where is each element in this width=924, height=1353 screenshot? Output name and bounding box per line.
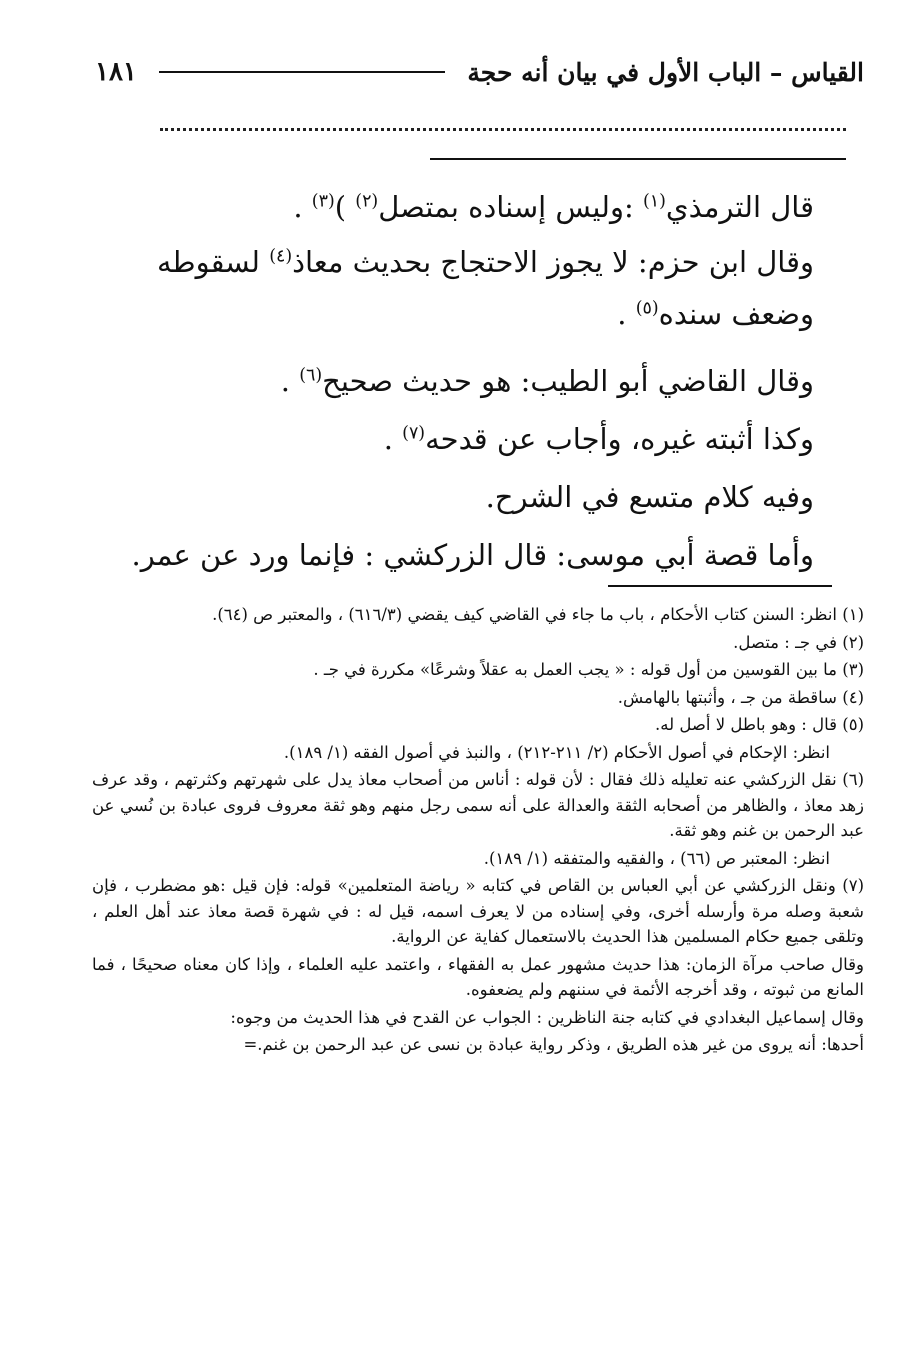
footnote-ref[interactable]: (١) — [642, 191, 666, 212]
footnote-7-continued: وقال صاحب مرآة الزمان: هذا حديث مشهور عمل به الفقهاء ، واعتمد عليه العلماء ، وإذا كان معناه صحيحًا ، فما المانع من ثبوته ، وقد أخرجه الأئمة في سننهم ولم يضعفوه. — [92, 954, 864, 999]
running-header — [95, 50, 864, 94]
footnote-1: (١) انظر: السنن كتاب الأحكام ، باب ما جاء في القاضي كيف يقضي (٦١٦/٣) ، والمعتبر ص (٦٤). — [212, 605, 864, 624]
footnotes — [92, 602, 864, 1060]
footnote-4: (٤) ساقطة من جـ ، وأثبتها بالهامش. — [617, 687, 864, 707]
footnote-7-continued: وقال إسماعيل البغدادي في كتابه جنة الناظرين : الجواب عن القدح في هذا الحديث من وجوه: — [230, 1007, 864, 1027]
footnote-7: (٧) ونقل الزركشي عن أبي العباس بن القاص في كتابه « رياضة المتعلمين» قوله: فإن قيل :هو مضطرب ، فإن شعبة وصله مرة وأرسله أخرى، وفي إسناده من لا يعرف اسمه، قيل له : في شهرة قصة معاذ عند أهل العلم ، وتلقى جميع حكام المسلمين هذا الحديث بالاستعمال كفاية عن الرواية. — [92, 876, 864, 946]
header-rule — [159, 71, 446, 73]
footnote-ref[interactable]: (٣) — [311, 191, 335, 212]
text-line: وقال ابن حزم: لا يجوز الاحتجاج بحديث معاذ$^{(٤)}$ لسقوطه وضعف سنده$^{(٥)}$ . — [156, 245, 814, 331]
footnote-6-continued: انظر: المعتبر ص (٦٦) ، والفقيه والمتفقه (١/ ١٨٩). — [483, 848, 830, 868]
footnote-6: (٦) نقل الزركشي عنه تعليله ذلك فقال : لأن قوله : أناس من أصحاب معاذ يدل على شهرتهم وكثرتهم ، وقد عرف زهد معاذ ، والظاهر من أصحابه الثقة والعدالة على أنه سمى رجل منهم وهو ثقة معروف فروى عبادة بن نُسي عن عبد الرحمن بن غنم وهو ثقة. — [92, 770, 864, 840]
footnote-2: (٢) في جـ : متصل. — [733, 632, 864, 652]
footnote-ref[interactable]: (٤) — [269, 246, 293, 267]
top-rule — [430, 158, 846, 160]
footnote-7-continued: أحدها: أنه يروى من غير هذه الطريق ، وذكر رواية عبادة بن نسى عن عبد الرحمن بن غنم.= — [243, 1035, 864, 1054]
footnote-ref[interactable]: (٥) — [635, 298, 659, 319]
text-line: قال الترمذي$^{(١)}$ :وليس إسناده بمتصل$^{(٢)}$ )$^{(٣)}$ . — [293, 190, 814, 224]
footnote-separator — [608, 585, 832, 587]
page-number: ١٨١ — [95, 57, 137, 87]
footnote-5: (٥) قال : وهو باطل لا أصل له. — [655, 715, 864, 734]
chapter-title: القياس – الباب الأول في بيان أنه حجة — [467, 57, 864, 87]
footnote-ref[interactable]: (٧) — [402, 423, 426, 444]
dotted-separator — [160, 128, 846, 141]
text-line: وقال القاضي أبو الطيب: هو حديث صحيح$^{(٦)}$ . — [280, 364, 814, 398]
text-line: وفيه كلام متسع في الشرح. — [485, 480, 814, 514]
footnote-3: (٣) ما بين القوسين من أول قوله : « يجب العمل به عقلاً وشرعًا» مكررة في جـ . — [313, 660, 864, 679]
footnote-5-continued: انظر: الإحكام في أصول الأحكام (٢/ ٢١١-٢١٢) ، والنبذ في أصول الفقه (١/ ١٨٩). — [283, 742, 830, 762]
main-text — [92, 178, 814, 584]
text-line: وكذا أثبته غيره، وأجاب عن قدحه$^{(٧)}$ . — [383, 422, 814, 456]
footnote-ref[interactable]: (٦) — [299, 365, 323, 386]
footnote-ref[interactable]: (٢) — [355, 191, 379, 212]
text-line: وأما قصة أبي موسى: قال الزركشي : فإنما ورد عن عمر. — [131, 538, 814, 572]
